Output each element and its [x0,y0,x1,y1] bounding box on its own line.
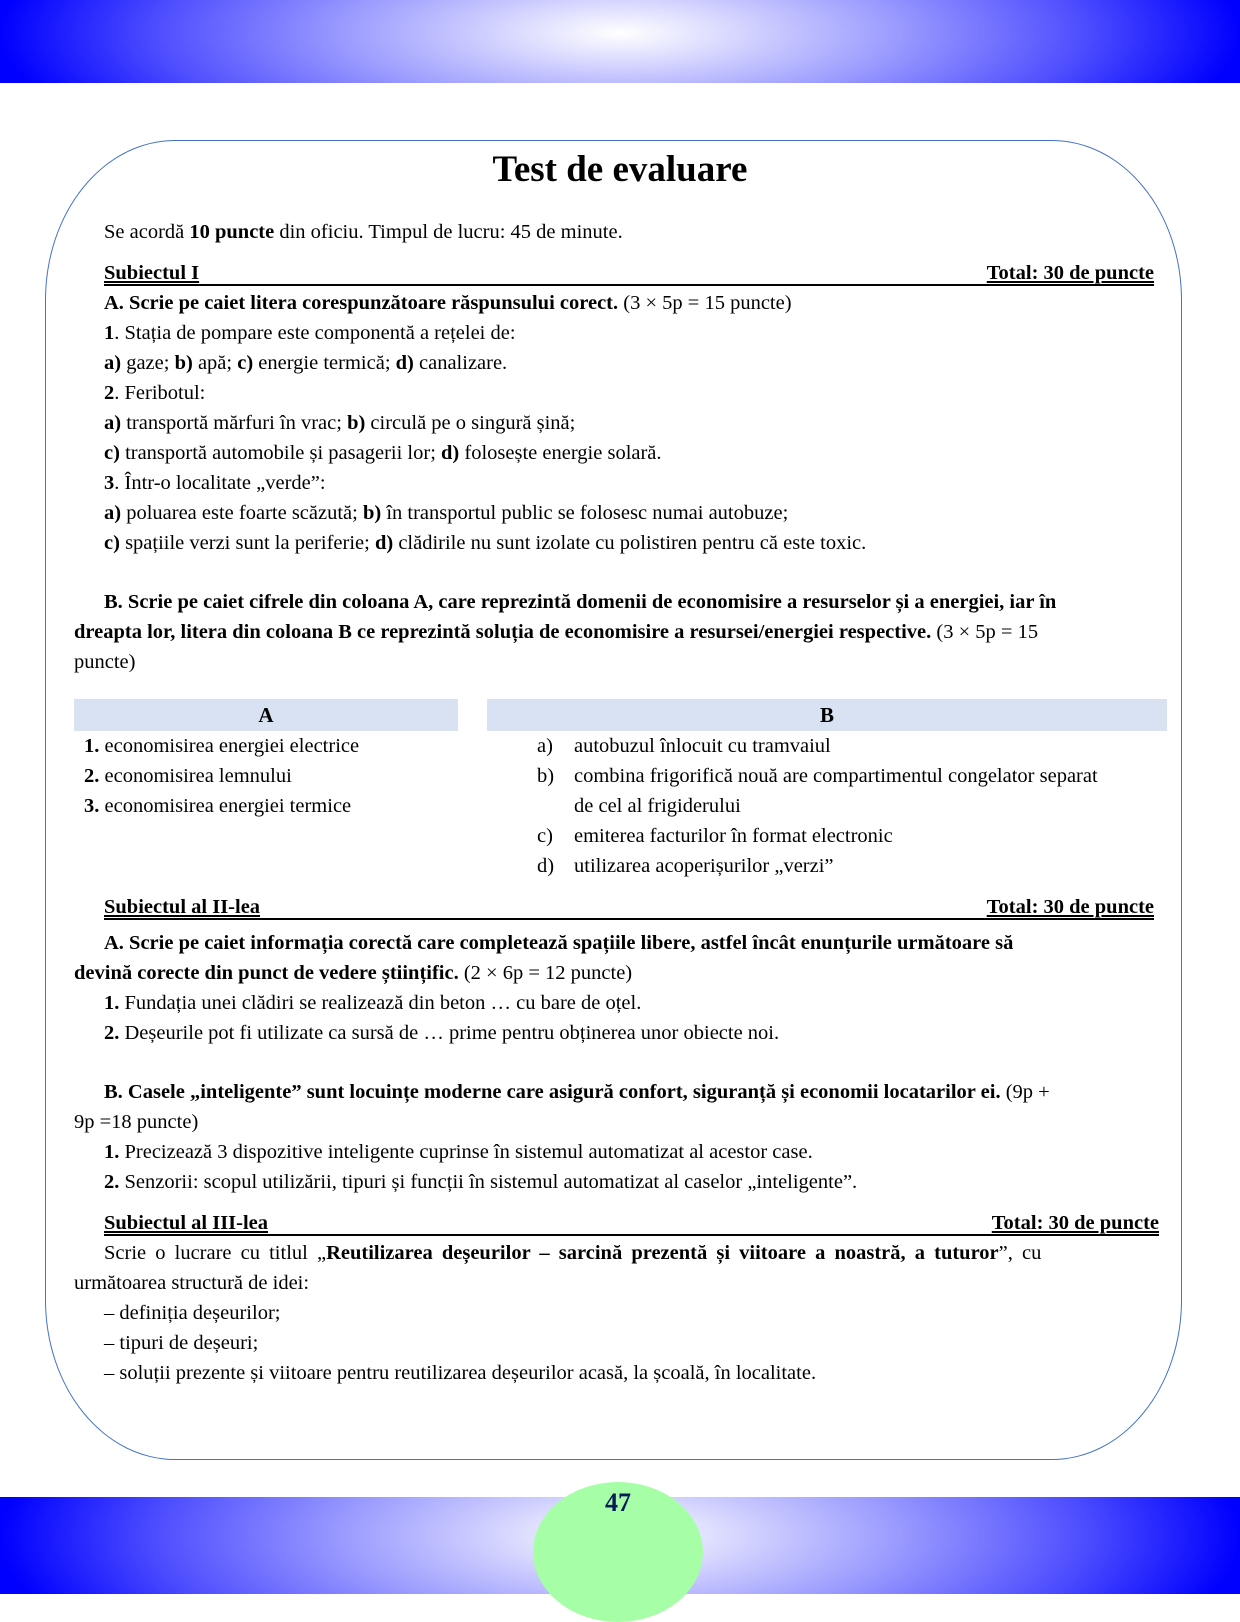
question-1-options: a) gaze; b) apă; c) energie termică; d) canalizare. [104,352,508,374]
question-3-options-1: a) poluarea este foarte scăzută; b) în transportul public se folosesc numai autobuze; [104,502,789,524]
column-b-item: utilizarea acoperișurilor „verzi” [574,855,834,877]
question-1: 1. Stația de pompare este componentă a rețelei de: [104,322,516,344]
subject3-bullet: – soluții prezente și viitoare pentru reutilizarea deșeurilor acasă, la școală, în localitate. [104,1362,817,1384]
column-b-header: B [487,699,1167,731]
subject3-heading: Subiectul al III-lea Total: 30 de puncte [104,1212,1159,1234]
column-b-letter: b) [537,765,555,787]
subject3-bullet: – definiția deșeurilor; [104,1302,281,1324]
subject2-partA-instruction-2: devină corecte din punct de vedere științific. (2 × 6p = 12 puncte) [74,962,633,984]
column-a-item: 1. economisirea energiei electrice [84,735,360,757]
subject2-partB-instruction-2: 9p =18 puncte) [74,1111,199,1133]
subject3-prompt-1: Scrie o lucrare cu titlul „Reutilizarea deșeurilor – sarcină prezentă și viitoare a noastră, a tuturor”, cu [104,1242,1042,1264]
column-b-letter: d) [537,855,555,877]
subject2-partA-item: 2. Deșeurile pot fi utilizate ca sursă de … prime pentru obținerea unor obiecte noi. [104,1022,780,1044]
subject1-heading: Subiectul I Total: 30 de puncte [104,262,1154,284]
subject2-partA-item: 1. Fundația unei clădiri se realizează din beton … cu bare de oțel. [104,992,642,1014]
column-a-header: A [74,699,458,731]
column-b-item: autobuzul înlocuit cu tramvaiul [574,735,831,757]
page-number-badge [533,1482,703,1622]
column-a-item: 2. economisirea lemnului [84,765,292,787]
column-b-item-cont: de cel al frigiderului [574,795,741,817]
column-b-item: emiterea facturilor în format electronic [574,825,893,847]
subject3-prompt-2: următoarea structură de idei: [74,1272,310,1294]
column-b-item: combina frigorifică nouă are compartimentul congelator separat [574,765,1098,787]
subject2-partB-item: 2. Senzorii: scopul utilizării, tipuri și funcții în sistemul automatizat al caselor „inteligente”. [104,1171,858,1193]
page-title: Test de evaluare [492,149,748,190]
intro-line: Se acordă 10 puncte din oficiu. Timpul de lucru: 45 de minute. [104,221,623,243]
question-2-options-2: c) transportă automobile și pasagerii lor; d) folosește energie solară. [104,442,662,464]
column-a-item: 3. economisirea energiei termice [84,795,352,817]
question-2: 2. Feribotul: [104,382,206,404]
subject2-partA-instruction-1: A. Scrie pe caiet informația corectă care completează spațiile libere, astfel încât enunțurile următoare să [104,932,1014,954]
subject3-bullet: – tipuri de deșeuri; [104,1332,259,1354]
question-3-options-2: c) spațiile verzi sunt la periferie; d) clădirile nu sunt izolate cu polistiren pentru că este toxic. [104,532,867,554]
subject2-partB-item: 1. Precizează 3 dispozitive inteligente cuprinse în sistemul automatizat al acestor case. [104,1141,813,1163]
page-number: 47 [605,1488,631,1517]
subject2-partB-instruction: B. Casele „inteligente” sunt locuințe moderne care asigură confort, siguranță și economii locatarilor ei. (9p + [104,1081,1050,1103]
question-3: 3. Într-o localitate „verde”: [104,472,326,494]
subject1-partB-instruction-3: puncte) [74,651,136,673]
subject1-partA-instruction: A. Scrie pe caiet litera corespunzătoare răspunsului corect. (3 × 5p = 15 puncte) [104,292,792,314]
column-b-letter: c) [537,825,553,847]
subject2-heading: Subiectul al II-lea Total: 30 de puncte [104,896,1154,918]
subject1-partB-instruction-1: B. Scrie pe caiet cifrele din coloana A, care reprezintă domenii de economisire a resurselor și a energiei, iar în [104,591,1057,613]
column-b-letter: a) [537,735,553,757]
header-band [0,0,1240,83]
question-2-options-1: a) transportă mărfuri în vrac; b) circulă pe o singură șină; [104,412,576,434]
subject1-partB-instruction-2: dreapta lor, litera din coloana B ce reprezintă soluția de economisire a resursei/energiei respective. (3 × 5p = 15 [74,621,1039,643]
